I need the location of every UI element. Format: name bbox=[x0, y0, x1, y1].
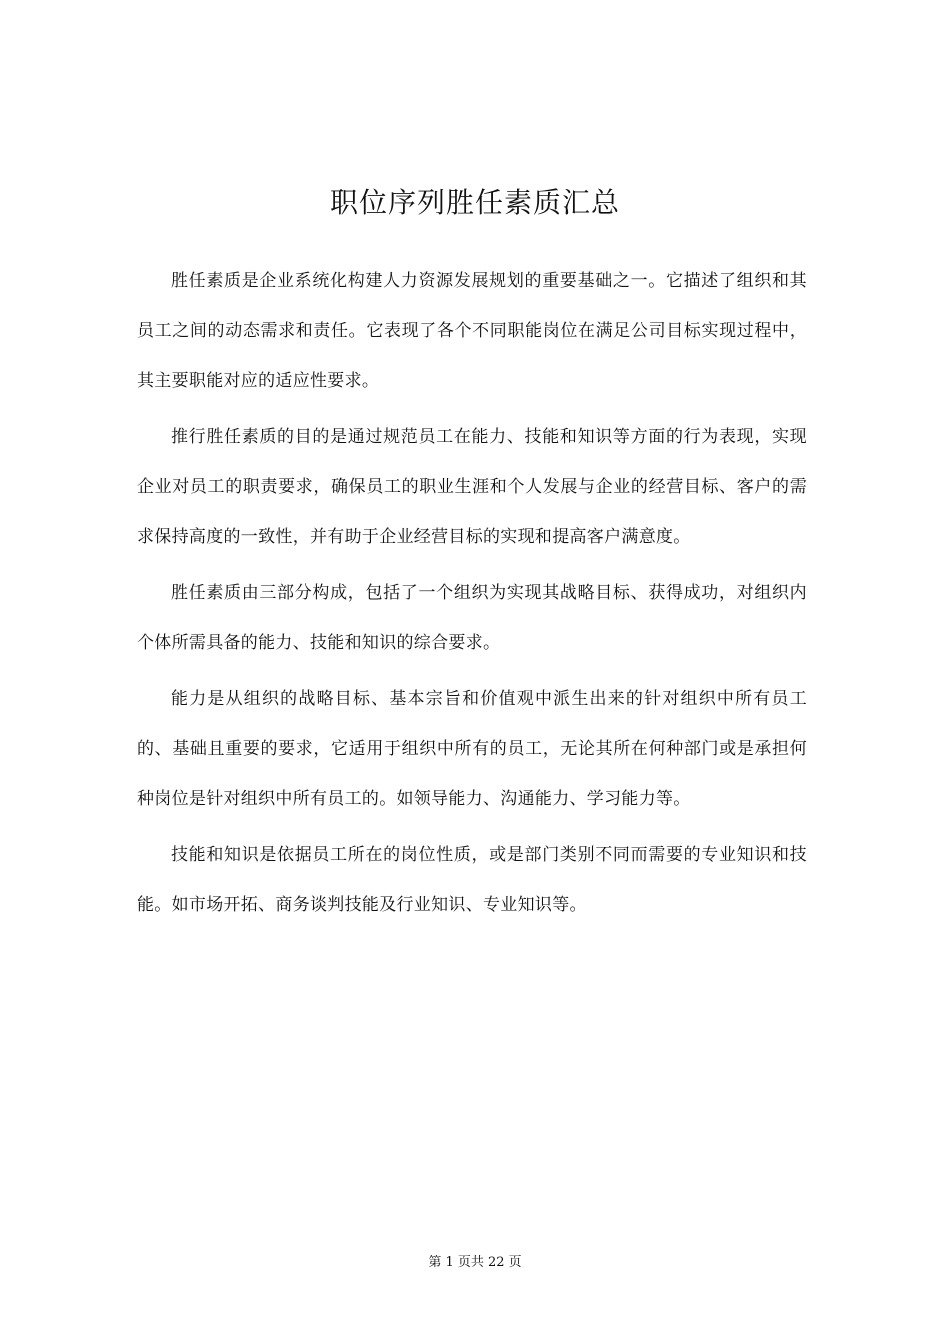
paragraph-1: 胜任素质是企业系统化构建人力资源发展规划的重要基础之一。它描述了组织和其员工之间的动态需求和责任。它表现了各个不同职能岗位在满足公司目标实现过程中，其主要职能对应的适应性要求。 bbox=[137, 271, 807, 391]
page-number-footer: 第 1 页共 22 页 bbox=[428, 1255, 522, 1270]
paragraph-5: 技能和知识是依据员工所在的岗位性质，或是部门类别不同而需要的专业知识和技能。如市场开拓、商务谈判技能及行业知识、专业知识等。 bbox=[137, 845, 807, 915]
document-title: 职位序列胜任素质汇总 bbox=[329, 186, 620, 219]
paragraph-2: 推行胜任素质的目的是通过规范员工在能力、技能和知识等方面的行为表现，实现企业对员工的职责要求，确保员工的职业生涯和个人发展与企业的经营目标、客户的需求保持高度的一致性，并有助于企业经营目标的实现和提高客户满意度。 bbox=[137, 427, 807, 547]
paragraph-3: 胜任素质由三部分构成，包括了一个组织为实现其战略目标、获得成功，对组织内个体所需具备的能力、技能和知识的综合要求。 bbox=[137, 583, 807, 653]
document-body bbox=[137, 256, 807, 936]
paragraph-4: 能力是从组织的战略目标、基本宗旨和价值观中派生出来的针对组织中所有员工的、基础且重要的要求，它适用于组织中所有的员工，无论其所在何种部门或是承担何种岗位是针对组织中所有员工的。如领导能力、沟通能力、学习能力等。 bbox=[137, 689, 807, 809]
